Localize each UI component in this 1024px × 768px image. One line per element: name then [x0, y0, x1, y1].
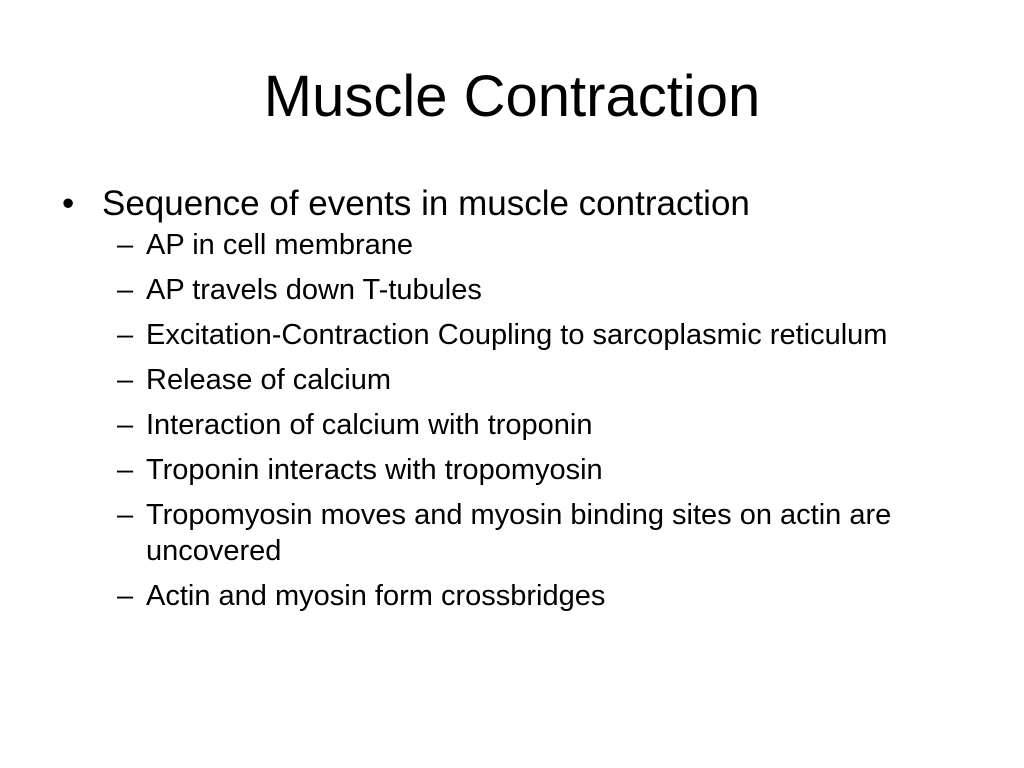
sub-bullet-item: [117, 362, 942, 398]
sub-bullet-text: AP in cell membrane: [146, 229, 414, 261]
sub-bullet-text: Excitation-Contraction Coupling to sarcoplasmic reticulum: [146, 319, 888, 351]
dash-marker: –: [117, 274, 134, 306]
dash-marker: –: [117, 409, 134, 441]
dash-marker: –: [117, 580, 134, 612]
sub-bullet-item: [117, 317, 942, 353]
dash-marker: –: [117, 229, 134, 261]
sub-bullet-list: [102, 227, 942, 614]
sub-bullet-text: Release of calcium: [146, 364, 391, 396]
dash-marker: –: [117, 454, 134, 486]
sub-bullet-item: [117, 407, 942, 443]
bullet-list: [62, 182, 942, 623]
sub-bullet-text: Actin and myosin form crossbridges: [146, 580, 606, 612]
sub-bullet-item: [117, 497, 942, 569]
sub-bullet-item: [117, 578, 942, 614]
bullet-marker: •: [62, 184, 75, 223]
dash-marker: –: [117, 499, 134, 531]
bullet-text: Sequence of events in muscle contraction: [102, 184, 750, 223]
sub-bullet-item: [117, 452, 942, 488]
slide-title: Muscle Contraction: [263, 64, 761, 129]
sub-bullet-item: [117, 272, 942, 308]
sub-bullet-text: Interaction of calcium with troponin: [146, 409, 593, 441]
sub-bullet-text: Troponin interacts with tropomyosin: [146, 454, 603, 486]
sub-bullet-text: AP travels down T-tubules: [146, 274, 482, 306]
sub-bullet-item: [117, 227, 942, 263]
dash-marker: –: [117, 319, 134, 351]
bullet-item: [62, 182, 942, 614]
sub-bullet-text: Tropomyosin moves and myosin binding sites on actin are uncovered: [146, 499, 892, 567]
dash-marker: –: [117, 364, 134, 396]
